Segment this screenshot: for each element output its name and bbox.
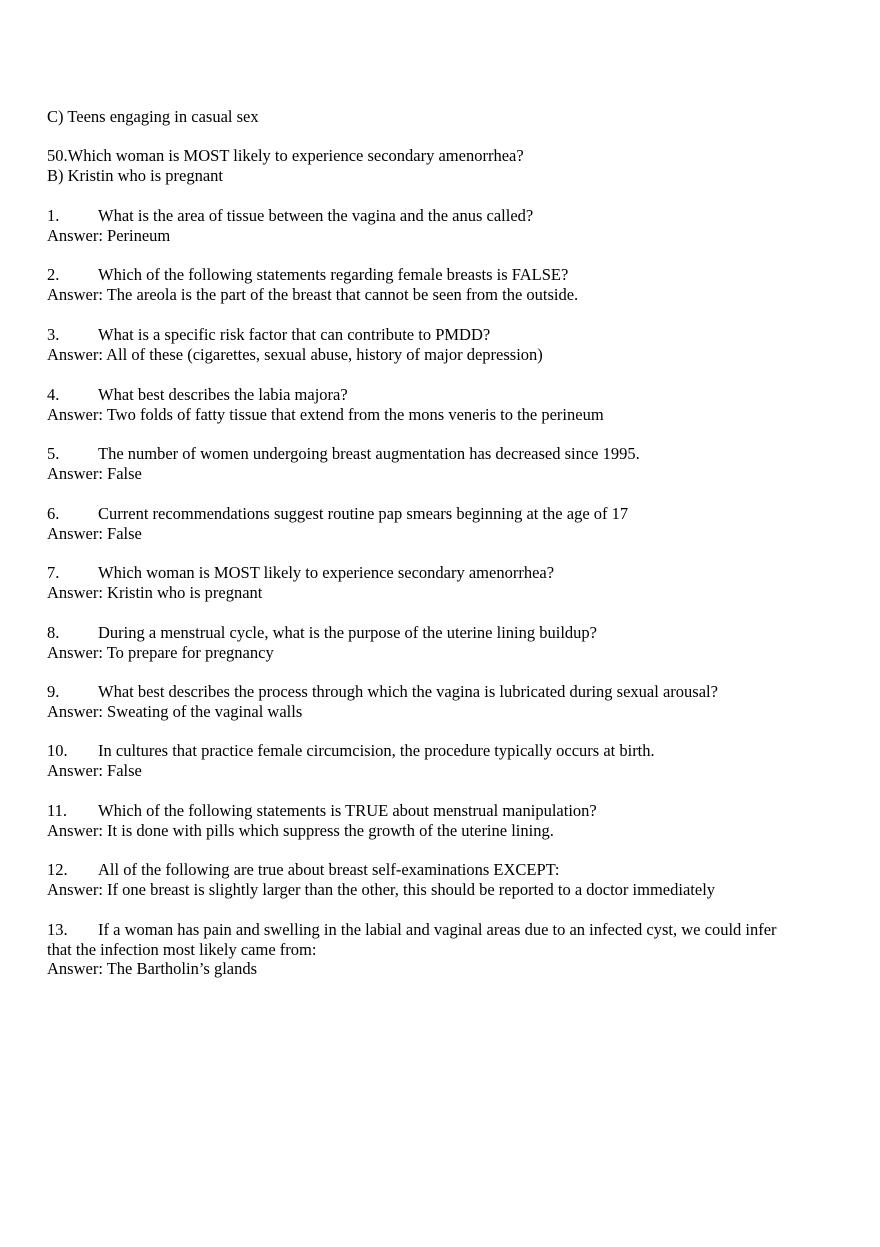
question-3 — [47, 325, 827, 364]
question-text: All of the following are true about breast self-examinations EXCEPT: — [98, 860, 560, 879]
question-text: Which woman is MOST likely to experience secondary amenorrhea? — [98, 563, 555, 582]
question-text: What best describes the labia majora? — [98, 385, 348, 404]
question-number: 4. — [47, 385, 60, 404]
question-text: Current recommendations suggest routine pap smears beginning at the age of 17 — [98, 504, 629, 523]
answer-text: Answer: False — [47, 523, 142, 543]
question-13 — [47, 920, 827, 979]
answer-text: Answer: Perineum — [47, 225, 171, 245]
answer-text: Answer: Two folds of fatty tissue that extend from the mons veneris to the perineum — [47, 404, 604, 424]
question-number: 9. — [47, 682, 60, 701]
answer-text: Answer: It is done with pills which suppress the growth of the uterine lining. — [47, 820, 554, 840]
question-number: 7. — [47, 563, 60, 582]
question-text: During a menstrual cycle, what is the purpose of the uterine lining buildup? — [98, 623, 597, 642]
question-number: 10. — [47, 741, 68, 760]
answer-text: Answer: Sweating of the vaginal walls — [47, 701, 303, 721]
question-number: 2. — [47, 265, 60, 284]
question-9 — [47, 682, 827, 721]
question-number: 11. — [47, 801, 68, 820]
question-4 — [47, 385, 827, 424]
answer-text: Answer: If one breast is slightly larger than the other, this should be reported to a doctor immediately — [47, 879, 716, 899]
question-50 — [47, 146, 827, 185]
answer-text: Answer: Kristin who is pregnant — [47, 582, 263, 602]
question-text: Which of the following statements regarding female breasts is FALSE? — [98, 265, 569, 284]
question-12 — [47, 860, 827, 899]
answer-text: Answer: To prepare for pregnancy — [47, 642, 274, 662]
answer-option-text: C) Teens engaging in casual sex — [47, 107, 259, 126]
question-text: What is the area of tissue between the vagina and the anus called? — [98, 206, 534, 225]
question-text: The number of women undergoing breast augmentation has decreased since 1995. — [98, 444, 640, 463]
question-text: Which of the following statements is TRUE about menstrual manipulation? — [98, 801, 597, 820]
question-text: In cultures that practice female circumcision, the procedure typically occurs at birth. — [98, 741, 655, 760]
question-7 — [47, 563, 827, 602]
question-number: 12. — [47, 860, 68, 879]
question-11 — [47, 801, 827, 840]
answer-text: Answer: The areola is the part of the breast that cannot be seen from the outside. — [47, 284, 579, 304]
prior-answer-c — [47, 107, 827, 127]
question-2 — [47, 265, 827, 304]
question-number: 3. — [47, 325, 60, 344]
question-6 — [47, 504, 827, 543]
question-number: 8. — [47, 623, 60, 642]
question-text: What is a specific risk factor that can contribute to PMDD? — [98, 325, 491, 344]
question-10 — [47, 741, 827, 780]
question-8 — [47, 623, 827, 662]
question-number: 5. — [47, 444, 60, 463]
question-text-continued: that the infection most likely came from: — [47, 939, 317, 959]
question-number: 13. — [47, 920, 68, 939]
answer-text: Answer: False — [47, 760, 142, 780]
question-5 — [47, 444, 827, 483]
question-number: 6. — [47, 504, 60, 523]
question-1 — [47, 206, 827, 245]
question-text: What best describes the process through which the vagina is lubricated during sexual arousal? — [98, 682, 718, 701]
answer-text: Answer: All of these (cigarettes, sexual abuse, history of major depression) — [47, 344, 543, 364]
question-text: If a woman has pain and swelling in the labial and vaginal areas due to an infected cyst, we could infer — [98, 920, 777, 939]
question-number: 1. — [47, 206, 60, 225]
answer-text: Answer: The Bartholin’s glands — [47, 959, 258, 978]
answer-text: Answer: False — [47, 463, 142, 483]
answer-option-text: B) Kristin who is pregnant — [47, 165, 223, 185]
question-text: 50.Which woman is MOST likely to experience secondary amenorrhea? — [47, 146, 524, 165]
